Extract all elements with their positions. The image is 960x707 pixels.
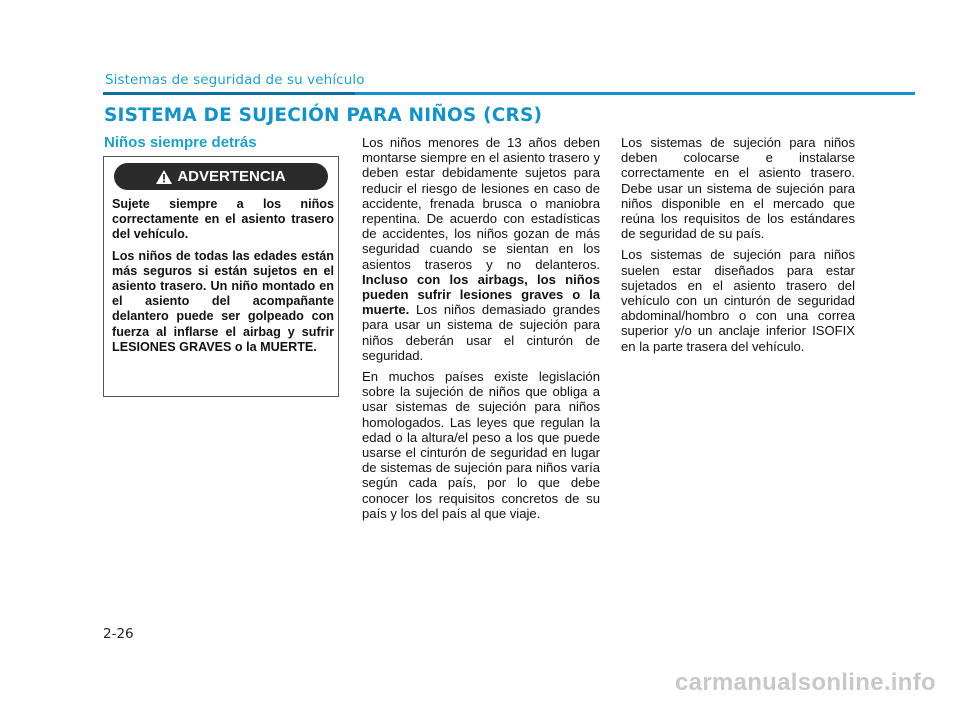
section-header-label: Sistemas de seguridad de su vehículo — [105, 72, 365, 88]
warning-label: ADVERTENCIA — [177, 168, 286, 185]
middle-paragraph-1 — [362, 135, 600, 363]
page-title: SISTEMA DE SUJECIÓN PARA NIÑOS (CRS) — [104, 105, 543, 126]
right-paragraph-2: Los sistemas de sujeción para niños suelen estar diseñados para estar sujetados en el asiento trasero del vehículo con un cinturón de seguridad abdominal/hombro o con una correa superior y/o un anclaje inferior ISOFIX en la parte trasera del vehículo. — [621, 247, 855, 354]
subsection-title: Niños siempre detrás — [104, 134, 257, 151]
middle-column — [362, 135, 600, 527]
warning-body — [112, 197, 334, 361]
right-paragraph-1: Los sistemas de sujeción para niños deben colocarse e instalarse correctamente en el asiento trasero. Debe usar un sistema de sujeción para niños disponible en el mercado que reúna los requisitos de los estándares de seguridad de su país. — [621, 135, 855, 242]
middle-paragraph-2: En muchos países existe legislación sobre la sujeción de niños que obliga a usar sistemas de sujeción para niños homologados. Las leyes que regulan la edad o la altura/el peso a los que puede usarse el cinturón de seguridad en lugar de sistemas de sujeción para niños varía según cada país, por lo que debe conocer los requisitos concretos de su país y los del país al que viaje. — [362, 369, 600, 521]
warning-triangle-icon — [156, 170, 172, 184]
watermark: carmanualsonline.info — [674, 669, 936, 696]
middle-paragraph-1-tail: Los niños demasiado grandes para usar un sistema de sujeción para niños deberán usar el cinturón de seguridad. — [362, 302, 601, 363]
middle-paragraph-1-text: Los niños menores de 13 años deben montarse siempre en el asiento trasero y deben estar debidamente sujetos para reducir el riesgo de lesiones en caso de accidente, frenada brusca o maniobra repentina. De acuerdo con estadísticas de accidentes, los niños gozan de más seguridad cuando se sientan en los asientos traseros y no delanteros. — [362, 135, 600, 272]
warning-box — [103, 156, 339, 397]
warning-header — [114, 163, 328, 190]
right-column — [621, 135, 855, 360]
page-number: 2-26 — [103, 626, 134, 642]
header-rule-accent — [103, 92, 355, 95]
middle-paragraph-1-bold: Incluso con los airbags, los niños pueden sufrir lesiones graves o la muerte. — [362, 271, 600, 318]
warning-paragraph-1: Sujete siempre a los niños correctamente en el asiento trasero del vehículo. — [112, 197, 334, 242]
warning-paragraph-2: Los niños de todas las edades están más seguros si están sujetos en el asiento trasero. Un niño montado en el asiento del acompañante delantero puede ser golpeado con fuerza al inflarse el airbag y sufrir LESIONES GRAVES o la MUERTE. — [112, 248, 334, 354]
